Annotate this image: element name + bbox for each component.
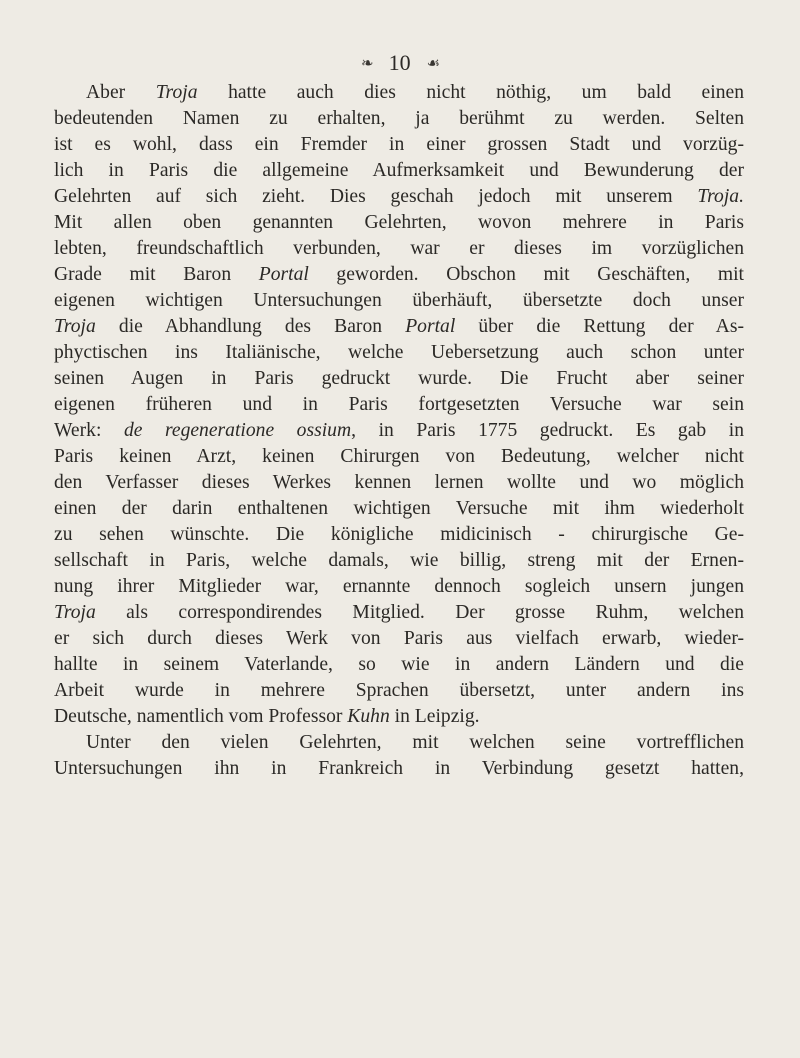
text-line: Troja als correspondirendes Mitglied. Der grosse Ruhm, welchen [54, 602, 744, 623]
text-line: phyctischen ins Italiänische, welche Uebersetzung auch schon unter [54, 342, 744, 363]
text-line: seinen Augen in Paris gedruckt wurde. Die Frucht aber seiner [54, 368, 744, 389]
body-text [54, 80, 744, 782]
text-line: Grade mit Baron Portal geworden. Obschon mit Geschäften, mit [54, 264, 744, 285]
text-line: Mit allen oben genannten Gelehrten, wovon mehrere in Paris [54, 212, 744, 233]
text-line: Arbeit wurde in mehrere Sprachen übersetzt, unter andern ins [54, 680, 744, 701]
text-line: lich in Paris die allgemeine Aufmerksamkeit und Bewunderung der [54, 160, 744, 181]
text-line: zu sehen wünschte. Die königliche midicinisch - chirurgische Ge- [54, 524, 744, 545]
text-line: ist es wohl, dass ein Fremder in einer grossen Stadt und vorzüg- [54, 134, 744, 155]
text-line: einen der darin enthaltenen wichtigen Versuche mit ihm wiederholt [54, 498, 744, 519]
text-line: Aber Troja hatte auch dies nicht nöthig, um bald einen [86, 82, 744, 103]
ornament-left: ❧ [360, 55, 373, 72]
text-line: Unter den vielen Gelehrten, mit welchen seine vortrefflichen [86, 732, 744, 753]
text-line: er sich durch dieses Werk von Paris aus vielfach erwarb, wieder- [54, 628, 744, 649]
text-line: Deutsche, namentlich vom Professor Kuhn in Leipzig. [54, 706, 480, 727]
text-line: Werk: de regeneratione ossium, in Paris 1775 gedruckt. Es gab in [54, 420, 744, 441]
text-line: Paris keinen Arzt, keinen Chirurgen von Bedeutung, welcher nicht [54, 446, 744, 467]
text-line: nung ihrer Mitglieder war, ernannte dennoch sogleich unsern jungen [54, 576, 744, 597]
text-line: Gelehrten auf sich zieht. Dies geschah jedoch mit unserem Troja. [54, 186, 744, 207]
text-line: eigenen früheren und in Paris fortgesetzten Versuche war sein [54, 394, 744, 415]
page-number: 10 [388, 50, 411, 75]
text-line: lebten, freundschaftlich verbunden, war er dieses im vorzüglichen [54, 238, 744, 259]
text-line: eigenen wichtigen Untersuchungen überhäuft, übersetzte doch unser [54, 290, 744, 311]
text-line: sellschaft in Paris, welche damals, wie billig, streng mit der Ernen- [54, 550, 744, 571]
text-line: hallte in seinem Vaterlande, so wie in andern Ländern und die [54, 654, 744, 675]
page-header [0, 50, 800, 76]
text-line: den Verfasser dieses Werkes kennen lernen wollte und wo möglich [54, 472, 744, 493]
ornament-right: ☙ [426, 55, 440, 72]
text-line: Untersuchungen ihn in Frankreich in Verbindung gesetzt hatten, [54, 758, 744, 779]
text-line: Troja die Abhandlung des Baron Portal über die Rettung der As- [54, 316, 744, 337]
text-line: bedeutenden Namen zu erhalten, ja berühmt zu werden. Selten [54, 108, 744, 129]
